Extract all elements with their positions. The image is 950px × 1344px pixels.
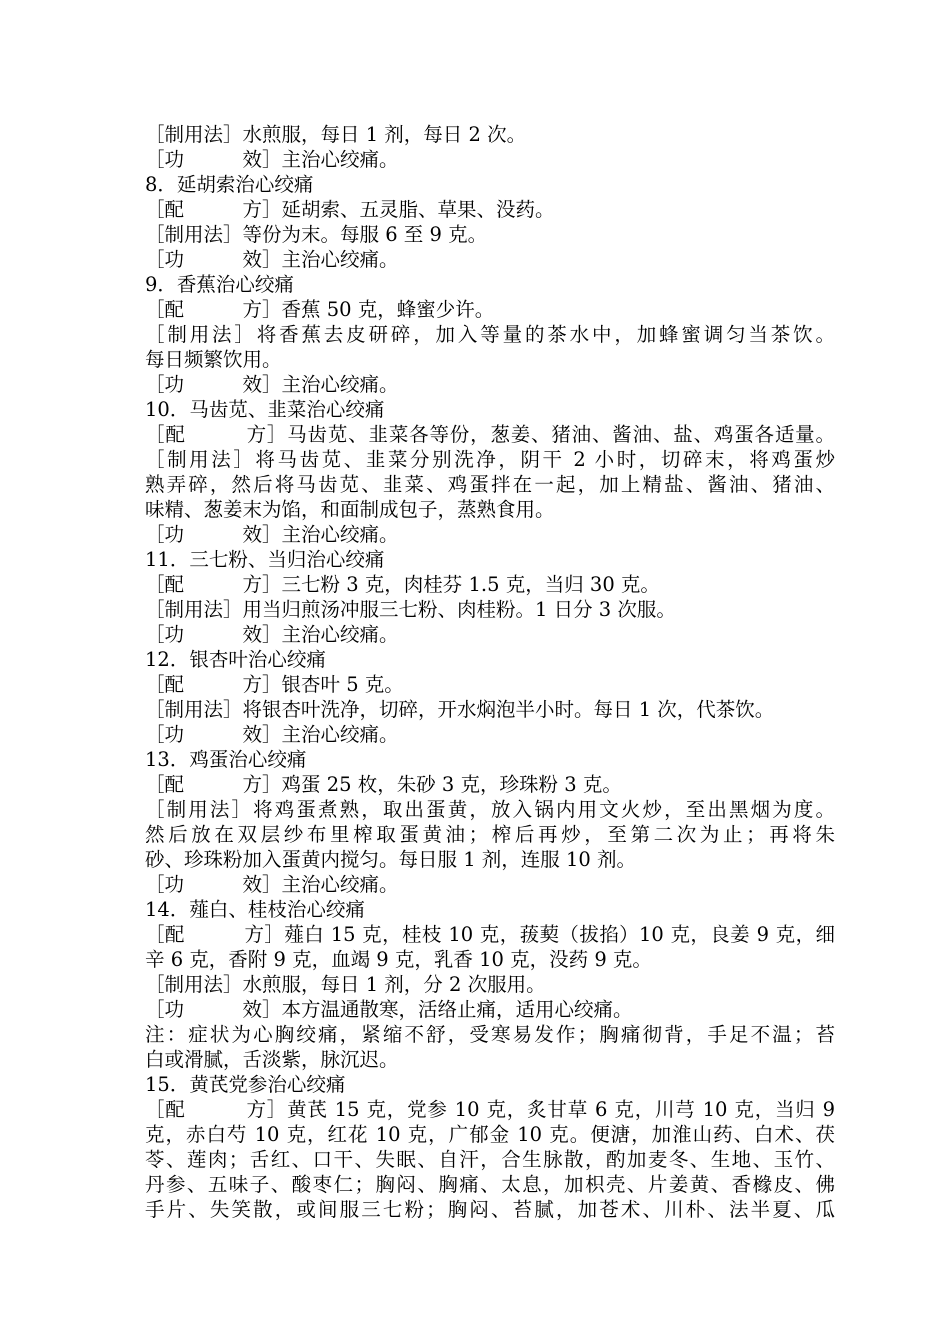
text-line: 手片、失笑散，或间服三七粉；胸闷、苔腻，加苍术、川朴、法半夏、瓜: [145, 1198, 835, 1221]
text-line: ［制用法］将香蕉去皮研碎，加入等量的茶水中，加蜂蜜调匀当茶饮。: [145, 323, 835, 346]
text-line: 每日频繁饮用。: [145, 348, 282, 371]
text-line: ［配 方］香蕉 50 克，蜂蜜少许。: [145, 298, 495, 321]
text-line: 8．延胡索治心绞痛: [145, 173, 314, 196]
text-line: 11．三七粉、当归治心绞痛: [145, 548, 385, 571]
text-line: ［配 方］薤白 15 克，桂枝 10 克，菝葜（拔掐）10 克，良姜 9 克，细: [145, 923, 835, 946]
text-line: 13．鸡蛋治心绞痛: [145, 748, 307, 771]
text-line: ［制用法］水煎服，每日 1 剂，分 2 次服用。: [145, 973, 546, 996]
text-line: ［功 效］主治心绞痛。: [145, 873, 399, 896]
text-line: ［制用法］用当归煎汤冲服三七粉、肉桂粉。1 日分 3 次服。: [145, 598, 676, 621]
text-line: ［配 方］鸡蛋 25 枚，朱砂 3 克，珍珠粉 3 克。: [145, 773, 622, 796]
text-line: ［功 效］主治心绞痛。: [145, 523, 399, 546]
text-line: 熟弄碎，然后将马齿苋、韭菜、鸡蛋拌在一起，加上精盐、酱油、猪油、: [145, 473, 835, 496]
text-line: ［制用法］等份为末。每服 6 至 9 克。: [145, 223, 488, 246]
text-line: ［功 效］主治心绞痛。: [145, 623, 399, 646]
text-line: ［配 方］银杏叶 5 克。: [145, 673, 404, 696]
text-line: 砂、珍珠粉加入蛋黄内搅匀。每日服 1 剂，连服 10 剂。: [145, 848, 637, 871]
text-line: 克，赤白芍 10 克，红花 10 克，广郁金 10 克。便溏，加淮山药、白术、茯: [145, 1123, 835, 1146]
text-line: 15．黄芪党参治心绞痛: [145, 1073, 346, 1096]
text-line: ［配 方］黄芪 15 克，党参 10 克，炙甘草 6 克，川芎 10 克，当归 9: [145, 1098, 835, 1121]
text-line: ［制用法］将银杏叶洗净，切碎，开水焖泡半小时。每日 1 次，代茶饮。: [145, 698, 775, 721]
text-line: ［制用法］将鸡蛋煮熟，取出蛋黄，放入锅内用文火炒，至出黑烟为度。: [145, 798, 835, 821]
text-line: ［制用法］水煎服，每日 1 剂，每日 2 次。: [145, 123, 527, 146]
text-line: ［功 效］主治心绞痛。: [145, 148, 399, 171]
text-line: ［功 效］主治心绞痛。: [145, 373, 399, 396]
text-line: ［配 方］马齿苋、韭菜各等份，葱姜、猪油、酱油、盐、鸡蛋各适量。: [145, 423, 835, 446]
text-line: ［功 效］主治心绞痛。: [145, 248, 399, 271]
text-line: 味精、葱姜末为馅，和面制成包子，蒸熟食用。: [145, 498, 555, 521]
text-line: 然后放在双层纱布里榨取蛋黄油；榨后再炒，至第二次为止；再将朱: [145, 823, 835, 846]
document-page: [145, 122, 835, 1222]
text-line: 10．马齿苋、韭菜治心绞痛: [145, 398, 385, 421]
text-line: ［配 方］三七粉 3 克，肉桂芬 1.5 克，当归 30 克。: [145, 573, 660, 596]
text-line: 9．香蕉治心绞痛: [145, 273, 294, 296]
text-line: 14．薤白、桂枝治心绞痛: [145, 898, 365, 921]
text-line: 白或滑腻，舌淡紫，脉沉迟。: [145, 1048, 399, 1071]
text-line: ［配 方］延胡索、五灵脂、草果、没药。: [145, 198, 555, 221]
text-line: 12．银杏叶治心绞痛: [145, 648, 326, 671]
text-line: ［功 效］主治心绞痛。: [145, 723, 399, 746]
text-line: 苓、莲肉；舌红、口干、失眠、自汗，合生脉散，酌加麦冬、生地、玉竹、: [145, 1148, 835, 1171]
text-line: ［制用法］将马齿苋、韭菜分别洗净，阴干 2 小时，切碎末，将鸡蛋炒: [145, 448, 835, 471]
text-line: 丹参、五味子、酸枣仁；胸闷、胸痛、太息，加枳壳、片姜黄、香橼皮、佛: [145, 1173, 835, 1196]
text-line: 注：症状为心胸绞痛，紧缩不舒，受寒易发作；胸痛彻背，手足不温；苔: [145, 1023, 835, 1046]
text-line: ［功 效］本方温通散寒，活络止痛，适用心绞痛。: [145, 998, 633, 1021]
text-line: 辛 6 克，香附 9 克，血竭 9 克，乳香 10 克，没药 9 克。: [145, 948, 652, 971]
